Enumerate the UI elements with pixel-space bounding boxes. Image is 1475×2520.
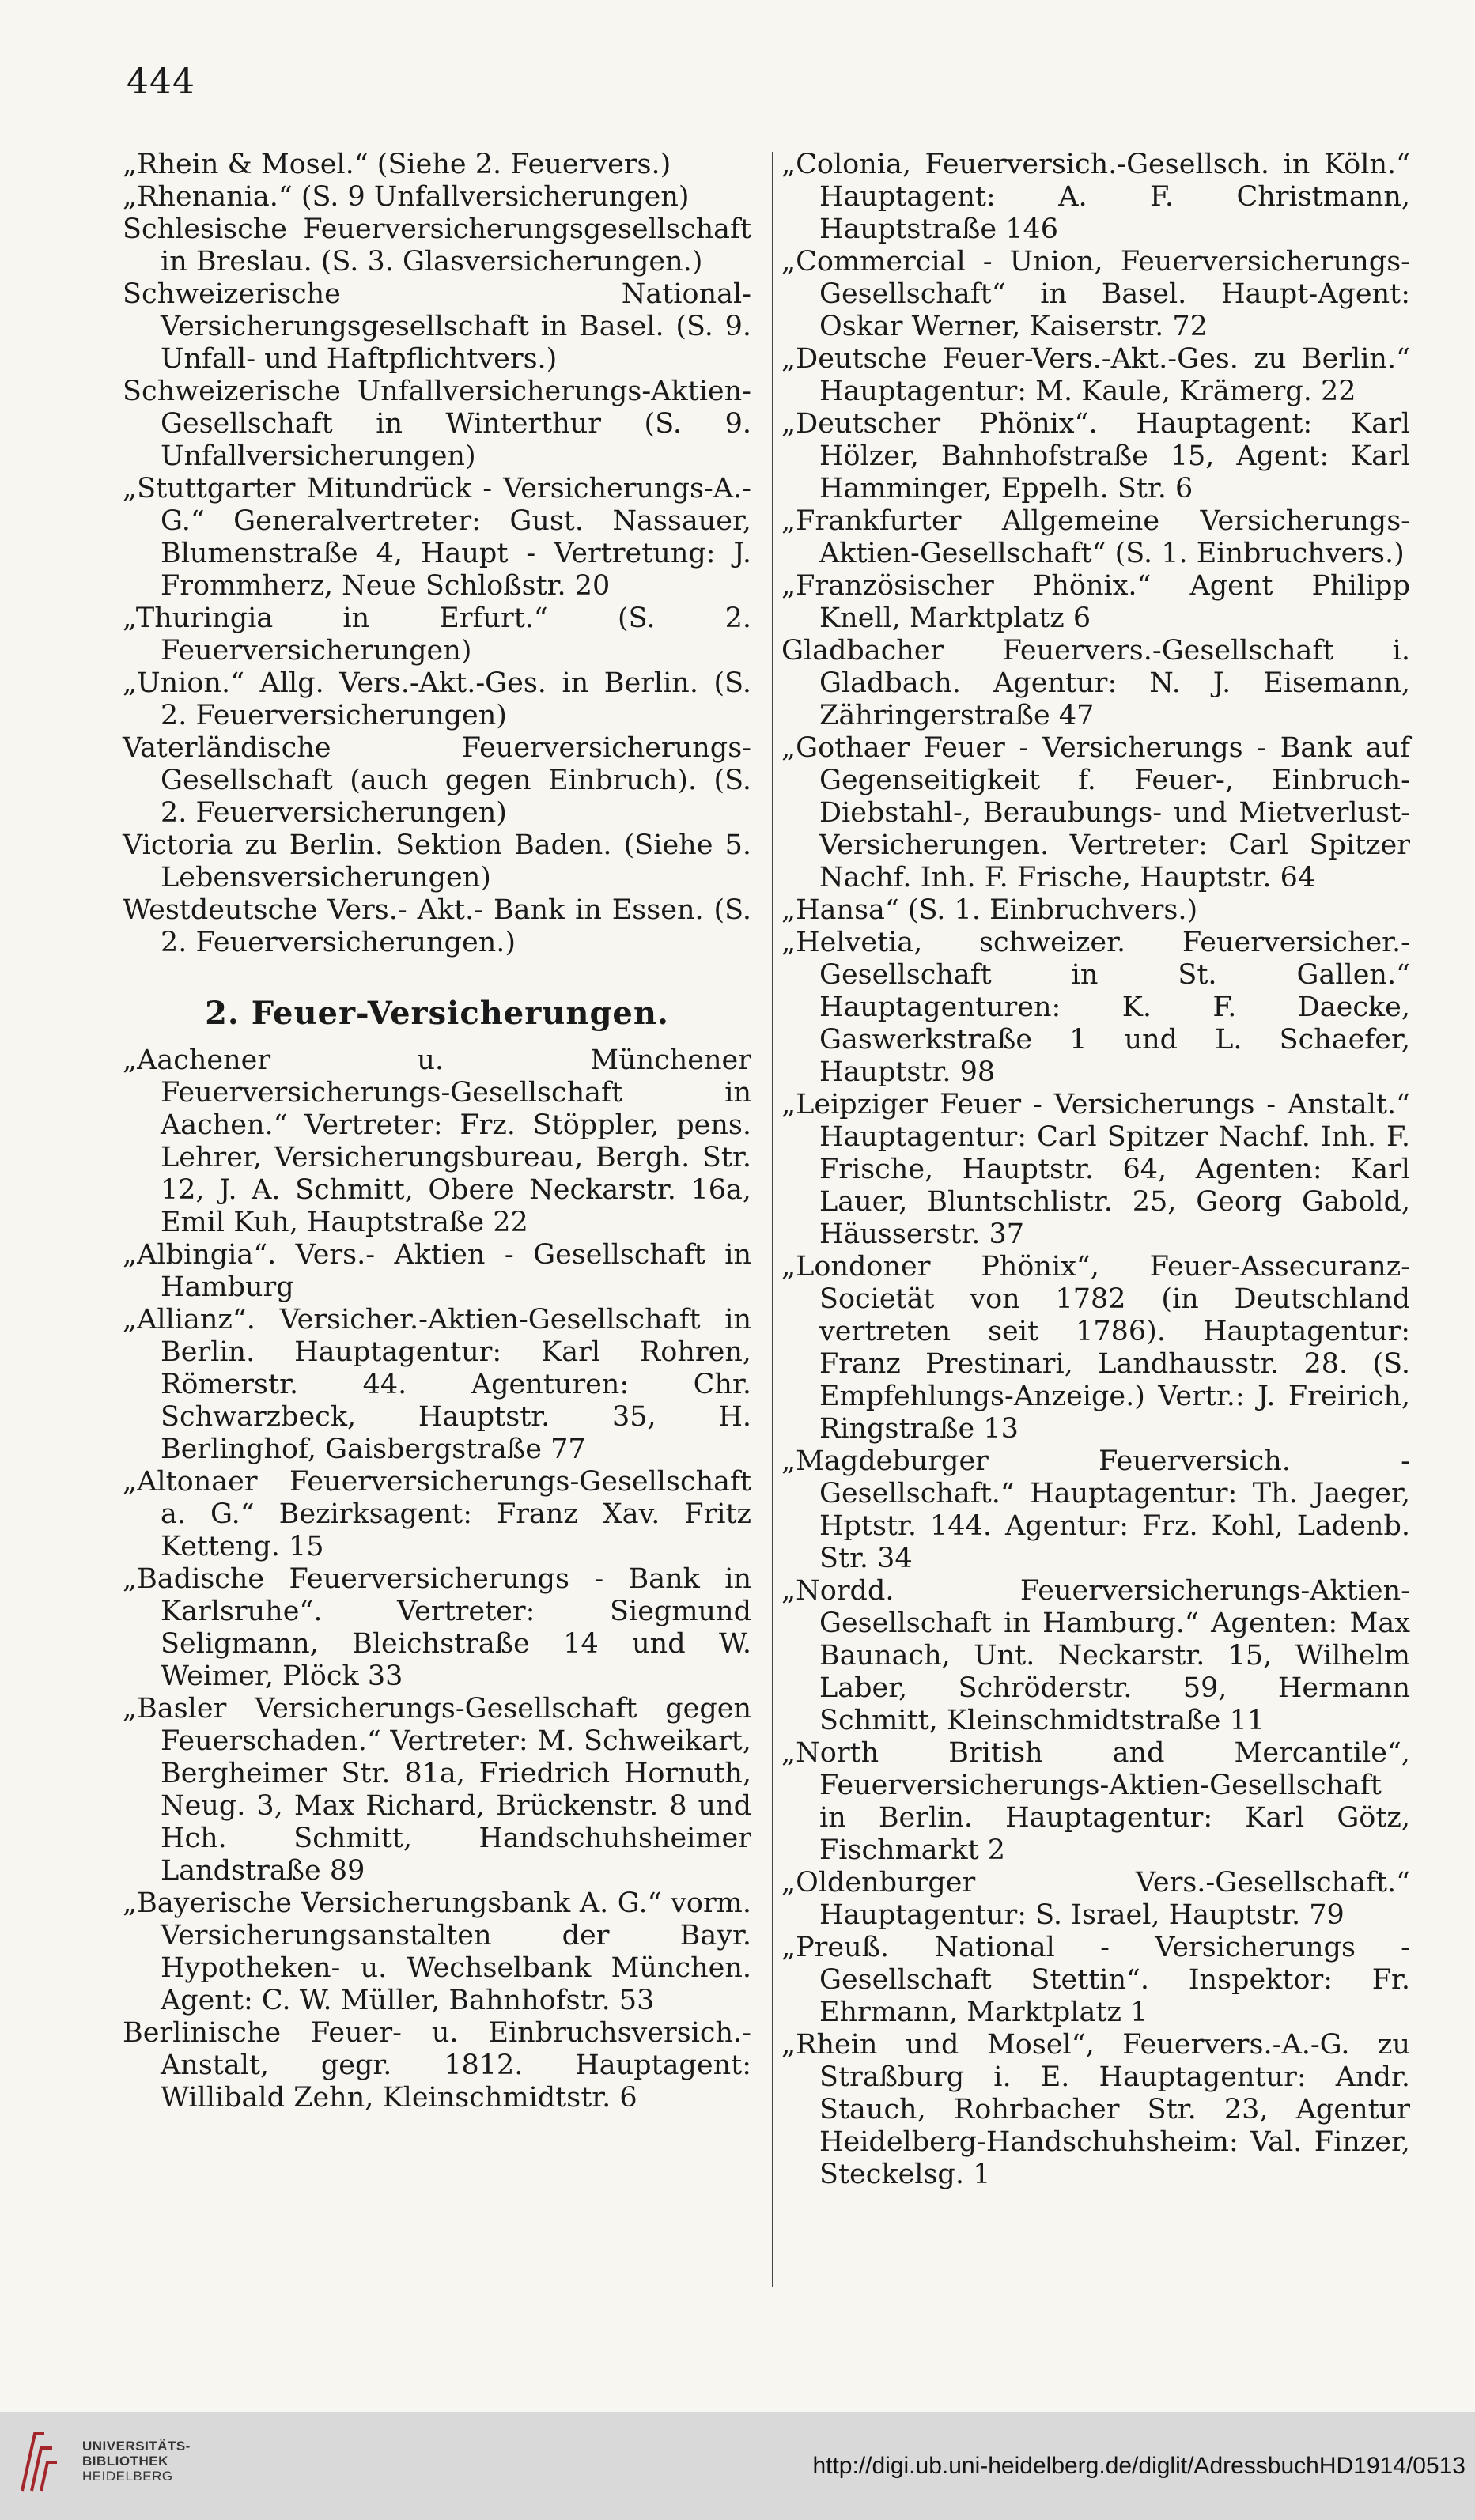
list-item: Victoria zu Berlin. Sektion Baden. (Siehe 5. Lebensversicherungen) (123, 829, 751, 894)
page-number: 444 (127, 62, 195, 102)
logo-line: UNIVERSITÄTS- (82, 2439, 191, 2454)
list-item: Schweizerische National-Versicherungsgesellschaft in Basel. (S. 9. Unfall- und Haftpflichtvers.) (123, 278, 751, 375)
list-item: „Commercial - Union, Feuerversicherungs-Gesellschaft“ in Basel. Haupt-Agent: Oskar Werner, Kaiserstr. 72 (781, 246, 1410, 342)
list-item: „Helvetia, schweizer. Feuerversicher.-Gesellschaft in St. Gallen.“ Hauptagenturen: K. F. Daecke, Gaswerkstraße 1 und L. Schaefer, Hauptstr. 98 (781, 927, 1410, 1088)
list-item: „Rhein & Mosel.“ (Siehe 2. Feuervers.) (123, 149, 671, 180)
list-item: „Stuttgarter Mitundrück - Versicherungs-A.-G.“ Generalvertreter: Gust. Nassauer, Blumenstraße 4, Haupt - Vertretung: J. Frommherz, Neue Schloßstr. 20 (123, 473, 751, 602)
list-item: „Rhein und Mosel“, Feuervers.-A.-G. zu Straßburg i. E. Hauptagentur: Andr. Stauch, Rohrbacher Str. 23, Agentur Heidelberg-Handschuhsheim: Val. Finzer, Steckelsg. 1 (781, 2029, 1410, 2190)
list-item: „Deutsche Feuer-Vers.-Akt.-Ges. zu Berlin.“ Hauptagentur: M. Kaule, Krämerg. 22 (781, 343, 1410, 407)
column-divider (772, 152, 773, 2287)
list-item: „Allianz“. Versicher.-Aktien-Gesellschaft in Berlin. Hauptagentur: Karl Rohren, Römerstr. 44. Agenturen: Chr. Schwarzbeck, Hauptstr. 35, H. Berlinghof, Gaisbergstraße 77 (123, 1304, 751, 1465)
list-item: „Union.“ Allg. Vers.-Akt.-Ges. in Berlin. (S. 2. Feuerversicherungen) (123, 667, 751, 731)
list-item: „Rhenania.“ (S. 9 Unfallversicherungen) (123, 181, 690, 213)
list-item: „Deutscher Phönix“. Hauptagent: Karl Hölzer, Bahnhofstraße 15, Agent: Karl Hamminger, Eppelh. Str. 6 (781, 408, 1410, 504)
footer-bar (0, 2412, 1475, 2520)
list-item: „Französischer Phönix.“ Agent Philipp Knell, Marktplatz 6 (781, 570, 1410, 634)
list-item: Schlesische Feuerversicherungsgesellschaft in Breslau. (S. 3. Glasversicherungen.) (123, 213, 751, 278)
logo-line: BIBLIOTHEK (82, 2454, 168, 2469)
list-item: „Frankfurter Allgemeine Versicherungs-Aktien-Gesellschaft“ (S. 1. Einbruchvers.) (781, 505, 1410, 569)
list-item: „Gothaer Feuer - Versicherungs - Bank auf Gegenseitigkeit f. Feuer-, Einbruch-Diebstahl-, Beraubungs- und Mietverlust-Versicherungen. Vertreter: Carl Spitzer Nachf. Inh. F. Frische, Hauptstr. 64 (781, 732, 1410, 894)
right-column (781, 149, 1410, 2191)
logo-line: HEIDELBERG (82, 2469, 173, 2484)
list-item: „Colonia, Feuerversich.-Gesellsch. in Köln.“ Hauptagent: A. F. Christmann, Hauptstraße 146 (781, 149, 1410, 245)
list-item: „North British and Mercantile“, Feuerversicherungs-Aktien-Gesellschaft in Berlin. Hauptagentur: Karl Götz, Fischmarkt 2 (781, 1737, 1410, 1866)
list-item: „Leipziger Feuer - Versicherungs - Anstalt.“ Hauptagentur: Carl Spitzer Nachf. Inh. F. Frische, Hauptstr. 64, Agenten: Karl Lauer, Bluntschlistr. 25, Georg Gabold, Häusserstr. 37 (781, 1089, 1410, 1250)
list-item: „Preuß. National - Versicherungs - Gesellschaft Stettin“. Inspektor: Fr. Ehrmann, Marktplatz 1 (781, 1932, 1410, 2028)
list-item: „Badische Feuerversicherungs - Bank in Karlsruhe“. Vertreter: Siegmund Seligmann, Bleichstraße 14 und W. Weimer, Plöck 33 (123, 1563, 751, 1692)
list-item: „Basler Versicherungs-Gesellschaft gegen Feuerschaden.“ Vertreter: M. Schweikart, Bergheimer Str. 81a, Friedrich Hornuth, Neug. 3, Max Richard, Brückenstr. 8 und Hch. Schmitt, Handschuhsheimer Landstraße 89 (123, 1693, 751, 1887)
left-column (123, 149, 751, 2114)
list-item: Gladbacher Feuervers.-Gesellschaft i. Gladbach. Agentur: N. J. Eisemann, Zähringerstraße 47 (781, 635, 1410, 731)
list-item: „Nordd. Feuerversicherungs-Aktien-Gesellschaft in Hamburg.“ Agenten: Max Baunach, Unt. Neckarstr. 15, Wilhelm Laber, Schröderstr. 59, Hermann Schmitt, Kleinschmidtstraße 11 (781, 1575, 1410, 1736)
list-item: „Oldenburger Vers.-Gesellschaft.“ Hauptagentur: S. Israel, Hauptstr. 79 (781, 1867, 1410, 1931)
list-item: „Magdeburger Feuerversich. - Gesellschaft.“ Hauptagentur: Th. Jaeger, Hptstr. 144. Agentur: Frz. Kohl, Ladenb. Str. 34 (781, 1445, 1410, 1574)
section-heading: 2. Feuer-Versicherungen. (205, 995, 669, 1032)
list-item: „Albingia“. Vers.- Aktien - Gesellschaft in Hamburg (123, 1239, 751, 1303)
list-item: „Thuringia in Erfurt.“ (S. 2. Feuerversicherungen) (123, 603, 751, 667)
library-logo-text (82, 2439, 191, 2484)
list-item: Berlinische Feuer- u. Einbruchsversich.-Anstalt, gegr. 1812. Hauptagent: Willibald Zehn, Kleinschmidtstr. 6 (123, 2017, 751, 2114)
list-item: Westdeutsche Vers.- Akt.- Bank in Essen. (S. 2. Feuerversicherungen.) (123, 894, 751, 958)
list-item: Vaterländische Feuerversicherungs-Gesellschaft (auch gegen Einbruch). (S. 2. Feuerversicherungen) (123, 732, 751, 829)
source-url-link[interactable]: http://digi.ub.uni-heidelberg.de/diglit/AdressbuchHD1914/0513 (812, 2453, 1466, 2479)
left-entries-section (123, 1045, 751, 2114)
list-item: „Aachener u. Münchener Feuerversicherungs-Gesellschaft in Aachen.“ Vertreter: Frz. Stöppler, pens. Lehrer, Versicherungsbureau, Bergh. Str. 12, J. A. Schmitt, Obere Neckarstr. 16a, Emil Kuh, Hauptstraße 22 (123, 1045, 751, 1238)
list-item: „Bayerische Versicherungsbank A. G.“ vorm. Versicherungsanstalten der Bayr. Hypotheken- u. Wechselbank München. Agent: C. W. Müller, Bahnhofstr. 53 (123, 1887, 751, 2016)
library-logo-icon (17, 2427, 59, 2495)
list-item: „Altonaer Feuerversicherungs-Gesellschaft a. G.“ Bezirksagent: Franz Xav. Fritz Ketteng. 15 (123, 1466, 751, 1562)
list-item: „Londoner Phönix“, Feuer-Assecuranz-Societät von 1782 (in Deutschland vertreten seit 1786). Hauptagentur: Franz Prestinari, Landhausstr. 28. (S. Empfehlungs-Anzeige.) Vertr.: J. Freirich, Ringstraße 13 (781, 1251, 1410, 1445)
list-item: Schweizerische Unfallversicherungs-Aktien-Gesellschaft in Winterthur (S. 9. Unfallversicherungen) (123, 376, 751, 472)
left-entries-top (123, 149, 751, 959)
list-item: „Hansa“ (S. 1. Einbruchvers.) (781, 894, 1198, 926)
